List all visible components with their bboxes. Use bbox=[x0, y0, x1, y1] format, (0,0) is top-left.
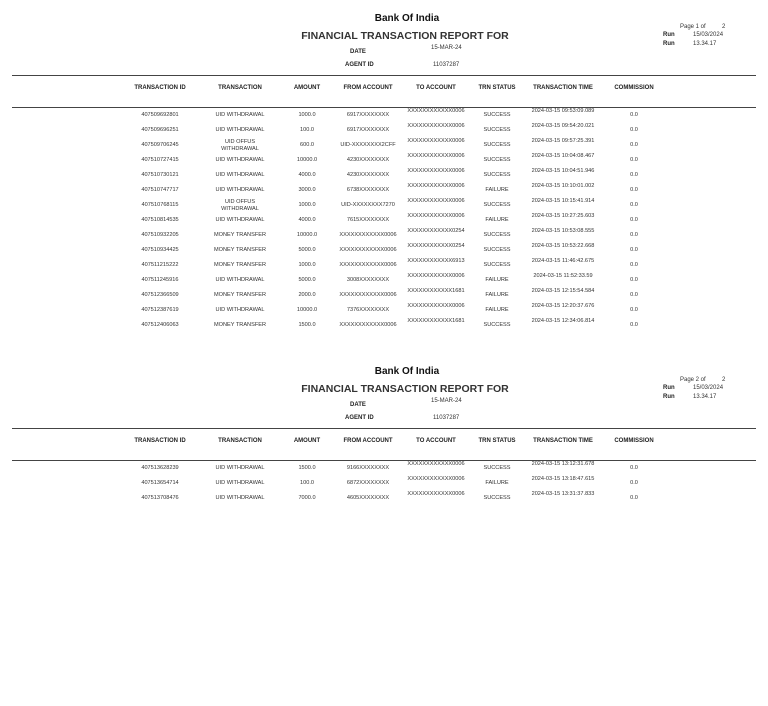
transaction-id-cell: 407510730121 bbox=[141, 172, 179, 178]
table-row bbox=[0, 288, 768, 306]
trn-status-cell: SUCCESS bbox=[483, 202, 511, 208]
table-row bbox=[0, 491, 768, 509]
commission-cell: 0.0 bbox=[630, 127, 638, 133]
amount-cell: 1500.0 bbox=[298, 322, 316, 328]
commission-cell: 0.0 bbox=[630, 262, 638, 268]
trn-status-cell: FAILURE bbox=[485, 277, 509, 283]
transaction-time-cell: 2024-03-15 10:15:41.914 bbox=[531, 198, 595, 204]
col-header-commission: COMMISSION bbox=[614, 85, 654, 91]
page-total: 2 bbox=[722, 377, 726, 383]
amount-cell: 100.0 bbox=[300, 480, 314, 486]
commission-cell: 0.0 bbox=[630, 232, 638, 238]
to-account-cell: XXXXXXXXXXXX0006 bbox=[407, 303, 465, 309]
from-account-cell: UID-XXXXXXXX7270 bbox=[341, 202, 395, 208]
col-header-transaction: TRANSACTION bbox=[218, 85, 262, 91]
transaction-id-cell: 407511245916 bbox=[141, 277, 179, 283]
transaction-id-cell: 407510814535 bbox=[141, 217, 179, 223]
commission-cell: 0.0 bbox=[630, 322, 638, 328]
trn-status-cell: SUCCESS bbox=[483, 157, 511, 163]
transaction-id-cell: 407509696251 bbox=[141, 127, 179, 133]
transaction-time-cell: 2024-03-15 12:15:54.584 bbox=[531, 288, 595, 294]
commission-cell: 0.0 bbox=[630, 277, 638, 283]
from-account-cell: 6917XXXXXXXX bbox=[346, 127, 390, 133]
transaction-time-cell: 2024-03-15 09:57:25.391 bbox=[531, 138, 595, 144]
transaction-time-cell: 2024-03-15 12:34:06.814 bbox=[531, 318, 595, 324]
header-top-divider bbox=[12, 75, 756, 76]
agent-id-value: 11037287 bbox=[433, 415, 460, 421]
transaction-time-cell: 2024-03-15 10:04:08.467 bbox=[531, 153, 595, 159]
report-title: FINANCIAL TRANSACTION REPORT FOR bbox=[301, 30, 509, 42]
from-account-cell: 6917XXXXXXXX bbox=[346, 112, 390, 118]
trn-status-cell: FAILURE bbox=[485, 217, 509, 223]
transaction-type-cell: UID WITHDRAWAL bbox=[215, 307, 265, 313]
table-row bbox=[0, 213, 768, 231]
trn-status-cell: SUCCESS bbox=[483, 112, 511, 118]
trn-status-cell: FAILURE bbox=[485, 187, 509, 193]
amount-cell: 4000.0 bbox=[298, 172, 316, 178]
trn-status-cell: SUCCESS bbox=[483, 127, 511, 133]
transaction-type-cell: MONEY TRANSFER bbox=[213, 247, 267, 253]
from-account-cell: 6738XXXXXXXX bbox=[346, 187, 390, 193]
trn-status-cell: SUCCESS bbox=[483, 172, 511, 178]
commission-cell: 0.0 bbox=[630, 465, 638, 471]
to-account-cell: XXXXXXXXXXXX0006 bbox=[407, 153, 465, 159]
transaction-time-cell: 2024-03-15 10:04:51.946 bbox=[531, 168, 595, 174]
transaction-time-cell: 2024-03-15 10:53:08.555 bbox=[531, 228, 595, 234]
commission-cell: 0.0 bbox=[630, 307, 638, 313]
bank-name: Bank Of India bbox=[374, 13, 440, 24]
trn-status-cell: FAILURE bbox=[485, 480, 509, 486]
from-account-cell: 7615XXXXXXXX bbox=[346, 217, 390, 223]
col-header-transaction-id: TRANSACTION ID bbox=[134, 85, 186, 91]
transaction-id-cell: 407510727415 bbox=[141, 157, 179, 163]
transaction-type-cell: UID WITHDRAWAL bbox=[215, 465, 265, 471]
date-label: DATE bbox=[350, 49, 366, 55]
trn-status-cell: FAILURE bbox=[485, 307, 509, 313]
header-top-divider bbox=[12, 428, 756, 429]
col-header-transaction-time: TRANSACTION TIME bbox=[533, 438, 593, 444]
to-account-cell: XXXXXXXXXXXX0006 bbox=[407, 123, 465, 129]
transaction-id-cell: 407509706245 bbox=[141, 142, 179, 148]
amount-cell: 10000.0 bbox=[296, 307, 318, 313]
table-row bbox=[0, 153, 768, 171]
trn-status-cell: SUCCESS bbox=[483, 142, 511, 148]
bank-name: Bank Of India bbox=[374, 366, 440, 377]
amount-cell: 7000.0 bbox=[298, 495, 316, 501]
run-date-value: 15/03/2024 bbox=[693, 385, 724, 391]
from-account-cell: XXXXXXXXXXXX0006 bbox=[339, 232, 397, 238]
from-account-cell: XXXXXXXXXXXX0006 bbox=[339, 262, 397, 268]
from-account-cell: 4230XXXXXXXX bbox=[346, 172, 390, 178]
table-row bbox=[0, 183, 768, 201]
transaction-type-cell: UID WITHDRAWAL bbox=[215, 127, 265, 133]
col-header-amount: AMOUNT bbox=[293, 85, 321, 91]
transaction-time-cell: 2024-03-15 09:53:09.089 bbox=[531, 108, 595, 114]
transaction-type-cell: UID WITHDRAWAL bbox=[215, 495, 265, 501]
transaction-type-cell: UID WITHDRAWAL bbox=[215, 157, 265, 163]
transaction-type-cell: UID WITHDRAWAL bbox=[215, 172, 265, 178]
table-row bbox=[0, 123, 768, 141]
transaction-type-cell: UID WITHDRAWAL bbox=[215, 480, 265, 486]
col-header-commission: COMMISSION bbox=[614, 438, 654, 444]
table-row bbox=[0, 243, 768, 261]
from-account-cell: 3008XXXXXXXX bbox=[346, 277, 390, 283]
amount-cell: 5000.0 bbox=[298, 277, 316, 283]
date-label: DATE bbox=[350, 402, 366, 408]
trn-status-cell: SUCCESS bbox=[483, 322, 511, 328]
from-account-cell: 4605XXXXXXXX bbox=[346, 495, 390, 501]
col-header-amount: AMOUNT bbox=[293, 438, 321, 444]
col-header-trn-status: TRN STATUS bbox=[478, 85, 516, 91]
to-account-cell: XXXXXXXXXXXX0006 bbox=[407, 273, 465, 279]
agent-id-label: AGENT ID bbox=[345, 62, 374, 68]
table-row bbox=[0, 461, 768, 479]
transaction-type-cell: UID WITHDRAWAL bbox=[215, 112, 265, 118]
transaction-id-cell: 407513628239 bbox=[141, 465, 179, 471]
transaction-time-cell: 2024-03-15 11:52:33.59 bbox=[533, 273, 593, 279]
transaction-id-cell: 407512366509 bbox=[141, 292, 179, 298]
commission-cell: 0.0 bbox=[630, 247, 638, 253]
amount-cell: 3000.0 bbox=[298, 187, 316, 193]
page-number-label: Page 1 of bbox=[680, 24, 706, 30]
amount-cell: 10000.0 bbox=[296, 232, 318, 238]
to-account-cell: XXXXXXXXXXXX0254 bbox=[407, 243, 465, 249]
amount-cell: 100.0 bbox=[300, 127, 314, 133]
from-account-cell: XXXXXXXXXXXX0006 bbox=[339, 292, 397, 298]
from-account-cell: XXXXXXXXXXXX0006 bbox=[339, 247, 397, 253]
transaction-time-cell: 2024-03-15 11:46:42.675 bbox=[531, 258, 595, 264]
from-account-cell: 6872XXXXXXXX bbox=[346, 480, 390, 486]
date-value: 15-MAR-24 bbox=[431, 45, 462, 51]
table-row bbox=[0, 273, 768, 291]
transaction-type-cell: UID WITHDRAWAL bbox=[215, 217, 265, 223]
commission-cell: 0.0 bbox=[630, 112, 638, 118]
transaction-type-cell: MONEY TRANSFER bbox=[213, 322, 267, 328]
from-account-cell: 4230XXXXXXXX bbox=[346, 157, 390, 163]
table-row bbox=[0, 198, 768, 216]
date-value: 15-MAR-24 bbox=[431, 398, 462, 404]
run-label: Run bbox=[663, 385, 675, 391]
to-account-cell: XXXXXXXXXXXX0006 bbox=[407, 168, 465, 174]
transaction-time-cell: 2024-03-15 09:54:20.021 bbox=[531, 123, 595, 129]
to-account-cell: XXXXXXXXXXXX6913 bbox=[407, 258, 465, 264]
transaction-id-cell: 407513654714 bbox=[141, 480, 179, 486]
transaction-type-cell: MONEY TRANSFER bbox=[213, 262, 267, 268]
transaction-id-cell: 407513708476 bbox=[141, 495, 179, 501]
amount-cell: 10000.0 bbox=[296, 157, 318, 163]
transaction-type-cell: MONEY TRANSFER bbox=[213, 292, 267, 298]
transaction-id-cell: 407510747717 bbox=[141, 187, 179, 193]
page-number-label: Page 2 of bbox=[680, 377, 706, 383]
transaction-time-cell: 2024-03-15 10:10:01.002 bbox=[531, 183, 595, 189]
to-account-cell: XXXXXXXXXXXX0006 bbox=[407, 108, 465, 114]
run-time-value: 13.34.17 bbox=[693, 394, 717, 400]
transaction-time-cell: 2024-03-15 13:12:31.678 bbox=[531, 461, 595, 467]
transaction-id-cell: 407510932205 bbox=[141, 232, 179, 238]
run-date-value: 15/03/2024 bbox=[693, 32, 724, 38]
page-total: 2 bbox=[722, 24, 726, 30]
table-row bbox=[0, 138, 768, 156]
commission-cell: 0.0 bbox=[630, 480, 638, 486]
commission-cell: 0.0 bbox=[630, 142, 638, 148]
report-page bbox=[0, 353, 768, 706]
trn-status-cell: SUCCESS bbox=[483, 495, 511, 501]
header-bottom-divider bbox=[12, 460, 756, 461]
run-time-value: 13.34.17 bbox=[693, 41, 717, 47]
from-account-cell: 7376XXXXXXXX bbox=[346, 307, 390, 313]
run-label: Run bbox=[663, 41, 675, 47]
run-label: Run bbox=[663, 32, 675, 38]
to-account-cell: XXXXXXXXXXXX0006 bbox=[407, 198, 465, 204]
table-row bbox=[0, 476, 768, 494]
trn-status-cell: SUCCESS bbox=[483, 247, 511, 253]
col-header-trn-status: TRN STATUS bbox=[478, 438, 516, 444]
table-row bbox=[0, 303, 768, 321]
col-header-from-account: FROM ACCOUNT bbox=[343, 438, 393, 444]
transaction-id-cell: 407510934425 bbox=[141, 247, 179, 253]
table-row bbox=[0, 228, 768, 246]
commission-cell: 0.0 bbox=[630, 292, 638, 298]
transaction-id-cell: 407510768115 bbox=[141, 202, 179, 208]
col-header-to-account: TO ACCOUNT bbox=[416, 438, 456, 444]
amount-cell: 2000.0 bbox=[298, 292, 316, 298]
transaction-time-cell: 2024-03-15 12:20:37.676 bbox=[531, 303, 595, 309]
from-account-cell: XXXXXXXXXXXX0006 bbox=[339, 322, 397, 328]
transaction-type-cell: MONEY TRANSFER bbox=[213, 232, 267, 238]
transaction-id-cell: 407512387619 bbox=[141, 307, 179, 313]
transaction-time-cell: 2024-03-15 10:27:25.603 bbox=[531, 213, 595, 219]
commission-cell: 0.0 bbox=[630, 157, 638, 163]
agent-id-value: 11037287 bbox=[433, 62, 460, 68]
amount-cell: 4000.0 bbox=[298, 217, 316, 223]
amount-cell: 600.0 bbox=[300, 142, 314, 148]
transaction-time-cell: 2024-03-15 13:18:47.615 bbox=[531, 476, 595, 482]
report-title: FINANCIAL TRANSACTION REPORT FOR bbox=[301, 383, 509, 395]
transaction-type-cell: UID WITHDRAWAL bbox=[215, 187, 265, 193]
col-header-transaction-id: TRANSACTION ID bbox=[134, 438, 186, 444]
transaction-type-cell: UID OFFUS WITHDRAWAL bbox=[221, 139, 259, 152]
commission-cell: 0.0 bbox=[630, 217, 638, 223]
trn-status-cell: SUCCESS bbox=[483, 232, 511, 238]
to-account-cell: XXXXXXXXXXXX0006 bbox=[407, 183, 465, 189]
header-bottom-divider bbox=[12, 107, 756, 108]
commission-cell: 0.0 bbox=[630, 495, 638, 501]
agent-id-label: AGENT ID bbox=[345, 415, 374, 421]
to-account-cell: XXXXXXXXXXXX0006 bbox=[407, 138, 465, 144]
transaction-type-cell: UID WITHDRAWAL bbox=[215, 277, 265, 283]
commission-cell: 0.0 bbox=[630, 172, 638, 178]
from-account-cell: UID-XXXXXXXX2CFF bbox=[340, 142, 396, 148]
to-account-cell: XXXXXXXXXXXX1681 bbox=[407, 288, 465, 294]
transaction-id-cell: 407512406063 bbox=[141, 322, 179, 328]
commission-cell: 0.0 bbox=[630, 187, 638, 193]
table-row bbox=[0, 318, 768, 336]
to-account-cell: XXXXXXXXXXXX0006 bbox=[407, 491, 465, 497]
trn-status-cell: SUCCESS bbox=[483, 465, 511, 471]
amount-cell: 1000.0 bbox=[298, 112, 316, 118]
col-header-to-account: TO ACCOUNT bbox=[416, 85, 456, 91]
to-account-cell: XXXXXXXXXXXX0006 bbox=[407, 461, 465, 467]
to-account-cell: XXXXXXXXXXXX1681 bbox=[407, 318, 465, 324]
from-account-cell: 9166XXXXXXXX bbox=[346, 465, 390, 471]
run-label: Run bbox=[663, 394, 675, 400]
table-row bbox=[0, 258, 768, 276]
to-account-cell: XXXXXXXXXXXX0006 bbox=[407, 476, 465, 482]
transaction-time-cell: 2024-03-15 13:31:37.833 bbox=[531, 491, 595, 497]
to-account-cell: XXXXXXXXXXXX0006 bbox=[407, 213, 465, 219]
table-row bbox=[0, 108, 768, 126]
transaction-time-cell: 2024-03-15 10:53:22.668 bbox=[531, 243, 595, 249]
col-header-transaction: TRANSACTION bbox=[218, 438, 262, 444]
amount-cell: 1000.0 bbox=[298, 262, 316, 268]
trn-status-cell: FAILURE bbox=[485, 292, 509, 298]
table-row bbox=[0, 168, 768, 186]
col-header-transaction-time: TRANSACTION TIME bbox=[533, 85, 593, 91]
to-account-cell: XXXXXXXXXXXX0254 bbox=[407, 228, 465, 234]
amount-cell: 1000.0 bbox=[298, 202, 316, 208]
col-header-from-account: FROM ACCOUNT bbox=[343, 85, 393, 91]
amount-cell: 5000.0 bbox=[298, 247, 316, 253]
amount-cell: 1500.0 bbox=[298, 465, 316, 471]
transaction-id-cell: 407511215222 bbox=[141, 262, 179, 268]
transaction-id-cell: 407509692801 bbox=[141, 112, 179, 118]
transaction-type-cell: UID OFFUS WITHDRAWAL bbox=[221, 199, 259, 212]
trn-status-cell: SUCCESS bbox=[483, 262, 511, 268]
commission-cell: 0.0 bbox=[630, 202, 638, 208]
